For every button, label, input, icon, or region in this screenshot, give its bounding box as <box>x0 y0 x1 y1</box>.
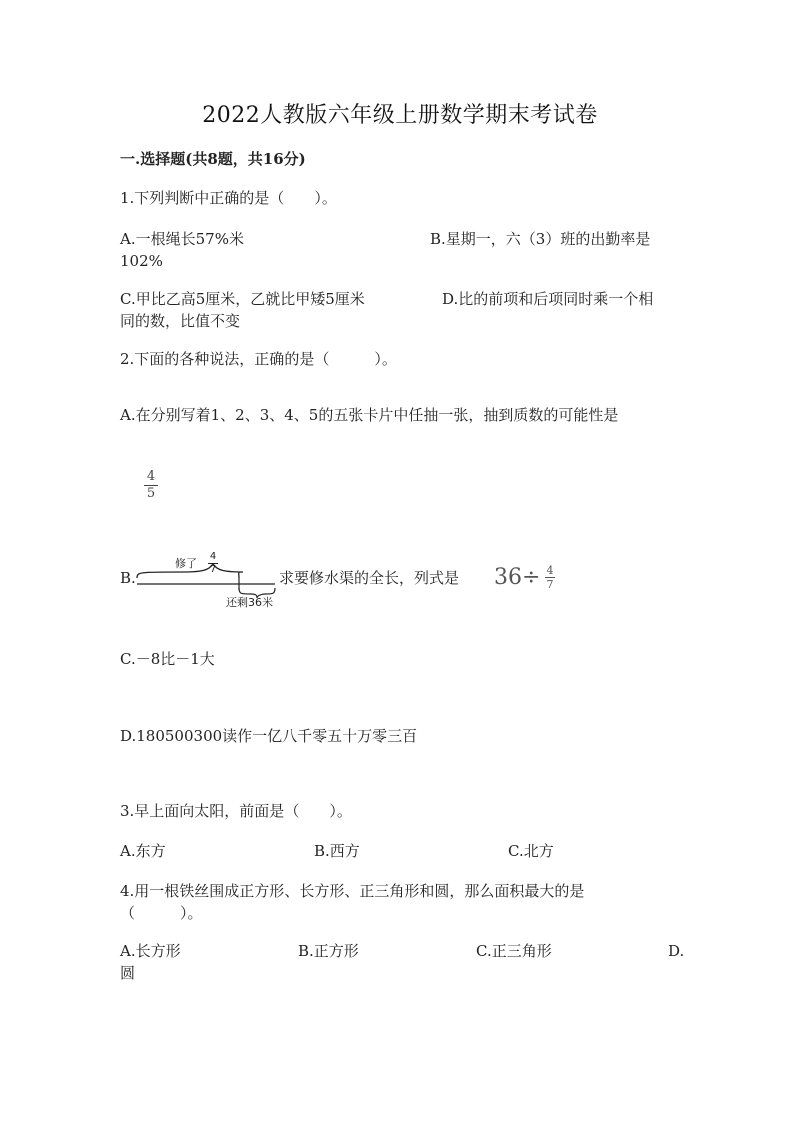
question-1-option-c[interactable]: C.甲比乙高5厘米，乙就比甲矮5厘米 <box>120 290 365 308</box>
question-1-option-b[interactable]: B.星期一，六（3）班的出勤率是 <box>430 230 651 248</box>
diagram-fraction-denominator: 7 <box>209 564 217 575</box>
question-1-option-d-cont: 同的数，比值不变 <box>120 312 241 330</box>
question-3-option-b[interactable]: B.西方 <box>314 842 360 860</box>
question-4-option-d[interactable]: D. <box>668 942 685 960</box>
question-1-option-d[interactable]: D.比的前项和后项同时乘一个相 <box>442 290 654 308</box>
fraction-numerator: 4 <box>146 469 156 484</box>
question-2-stem: 2.下面的各种说法，正确的是（ ）。 <box>120 350 397 368</box>
question-4-stem-cont: （ ）。 <box>120 904 203 922</box>
question-2-option-a[interactable]: A.在分别写着1、2、3、4、5的五张卡片中任抽一张，抽到质数的可能性是 <box>120 406 619 424</box>
division-formula: 36÷ <box>494 565 541 590</box>
diagram-remaining-label: 还剩36米 <box>226 596 273 609</box>
question-4-stem: 4.用一根铁丝围成正方形、长方形、正三角形和圆，那么面积最大的是 <box>120 882 585 900</box>
question-4-option-b[interactable]: B.正方形 <box>298 942 359 960</box>
fraction-four-fifths <box>144 470 158 501</box>
question-1-option-a[interactable]: A.一根绳长57%米 <box>120 230 244 248</box>
question-4-option-a[interactable]: A.长方形 <box>120 942 181 960</box>
formula-fraction-numerator: 4 <box>546 564 554 577</box>
question-2-option-c[interactable]: C.－8比－1大 <box>120 650 215 668</box>
question-3-stem: 3.早上面向太阳，前面是（ ）。 <box>120 802 352 820</box>
fraction-denominator: 5 <box>146 486 156 501</box>
diagram-fraction <box>208 552 218 575</box>
question-2-option-b[interactable]: B. <box>120 569 136 587</box>
question-1-stem: 1.下列判断中正确的是（ ）。 <box>120 189 337 207</box>
diagram-fraction-numerator: 4 <box>209 551 217 562</box>
question-4-option-c[interactable]: C.正三角形 <box>476 942 552 960</box>
formula-fraction <box>545 565 555 590</box>
question-2-option-d[interactable]: D.180500300读作一亿八千零五十万零三百 <box>120 727 418 745</box>
diagram-repaired-label: 修了 <box>175 557 197 570</box>
formula-fraction-denominator: 7 <box>546 578 554 591</box>
section-heading: 一.选择题(共8题，共16分) <box>120 150 306 168</box>
question-3-option-c[interactable]: C.北方 <box>508 842 554 860</box>
question-2-option-b-text: 求要修水渠的全长，列式是 <box>279 569 460 587</box>
question-1-option-b-cont: 102% <box>120 252 163 270</box>
page-title: 2022人教版六年级上册数学期末考试卷 <box>202 103 598 128</box>
question-4-option-d-cont: 圆 <box>120 964 136 982</box>
question-3-option-a[interactable]: A.东方 <box>120 842 166 860</box>
